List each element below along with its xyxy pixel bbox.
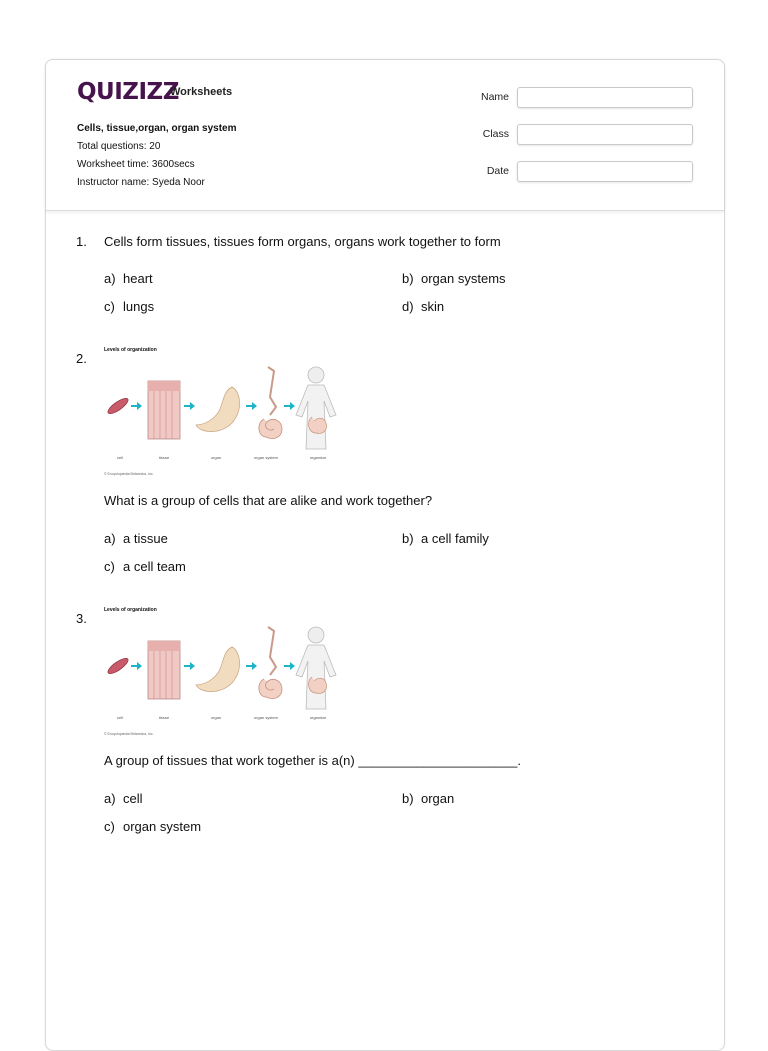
option-letter: c) xyxy=(104,299,115,314)
class-label: Class xyxy=(482,128,509,140)
organization-illustration xyxy=(104,617,354,722)
option-1b[interactable] xyxy=(402,271,506,286)
worksheet-meta xyxy=(77,120,237,192)
quizizz-logo: QUIZIZZ xyxy=(77,79,179,105)
option-letter: a) xyxy=(104,531,116,546)
figure-label-cell: cell xyxy=(116,455,123,460)
option-2b[interactable] xyxy=(402,531,489,546)
question-text: What is a group of cells that are alike and work together? xyxy=(104,493,433,508)
option-letter: c) xyxy=(104,559,115,574)
figure-label-organ: organ xyxy=(210,455,222,460)
question-number: 1. xyxy=(76,234,87,249)
question-text: Cells form tissues, tissues form organs, organs work together to form xyxy=(104,234,501,249)
figure-label-organism: organism xyxy=(309,455,327,460)
date-field[interactable] xyxy=(517,161,693,182)
option-text: a cell family xyxy=(421,531,489,546)
figure-title: Levels of organization xyxy=(104,347,157,353)
figure-label-organ-system: organ system xyxy=(254,715,279,720)
option-1a[interactable] xyxy=(104,271,153,286)
organization-illustration xyxy=(104,357,354,462)
option-text: lungs xyxy=(123,299,155,314)
figure-label-organ: organ xyxy=(210,715,222,720)
option-2a[interactable] xyxy=(104,531,168,546)
option-text: a tissue xyxy=(123,531,168,546)
name-label: Name xyxy=(480,91,509,103)
levels-of-organization-figure xyxy=(104,607,354,737)
option-letter: d) xyxy=(402,299,414,314)
option-3b[interactable] xyxy=(402,791,454,806)
option-2c[interactable] xyxy=(104,559,186,574)
class-field[interactable] xyxy=(517,124,693,145)
option-1c[interactable] xyxy=(104,299,154,314)
option-letter: a) xyxy=(104,271,116,286)
question-text: A group of tissues that work together is a(n) ______________________. xyxy=(104,753,522,768)
figure-label-cell: cell xyxy=(116,715,123,720)
option-letter: b) xyxy=(402,531,414,546)
option-text: skin xyxy=(421,299,445,314)
option-3c[interactable] xyxy=(104,819,201,834)
option-3a[interactable] xyxy=(104,791,143,806)
option-letter: b) xyxy=(402,791,414,806)
worksheet-title: Cells, tissue,organ, organ system xyxy=(77,123,237,134)
option-text: a cell team xyxy=(123,559,186,574)
levels-of-organization-figure xyxy=(104,347,354,477)
option-text: heart xyxy=(123,271,153,286)
instructor-name: Instructor name: Syeda Noor xyxy=(77,177,205,188)
logo-subtitle: Worksheets xyxy=(170,86,233,98)
figure-label-organism: organism xyxy=(309,715,327,720)
question-number: 3. xyxy=(76,611,87,626)
option-letter: b) xyxy=(402,271,414,286)
option-letter: c) xyxy=(104,819,115,834)
worksheet-header xyxy=(46,60,724,211)
figure-label-organ-system: organ system xyxy=(254,455,279,460)
question-number: 2. xyxy=(76,351,87,366)
figure-credit: © Encyclopædia Britannica, Inc. xyxy=(104,732,154,736)
date-label: Date xyxy=(486,165,509,177)
figure-credit: © Encyclopædia Britannica, Inc. xyxy=(104,472,154,476)
option-text: organ system xyxy=(123,819,202,834)
option-text: organ systems xyxy=(421,271,506,286)
figure-label-tissue: tissue xyxy=(158,455,170,460)
option-text: organ xyxy=(421,791,455,806)
figure-label-tissue: tissue xyxy=(158,715,170,720)
name-field[interactable] xyxy=(517,87,693,108)
option-text: cell xyxy=(123,791,143,806)
option-letter: a) xyxy=(104,791,116,806)
worksheet-page xyxy=(45,59,725,1051)
worksheet-time: Worksheet time: 3600secs xyxy=(77,159,195,170)
total-questions: Total questions: 20 xyxy=(77,141,161,152)
option-1d[interactable] xyxy=(402,299,444,314)
figure-title: Levels of organization xyxy=(104,607,157,613)
